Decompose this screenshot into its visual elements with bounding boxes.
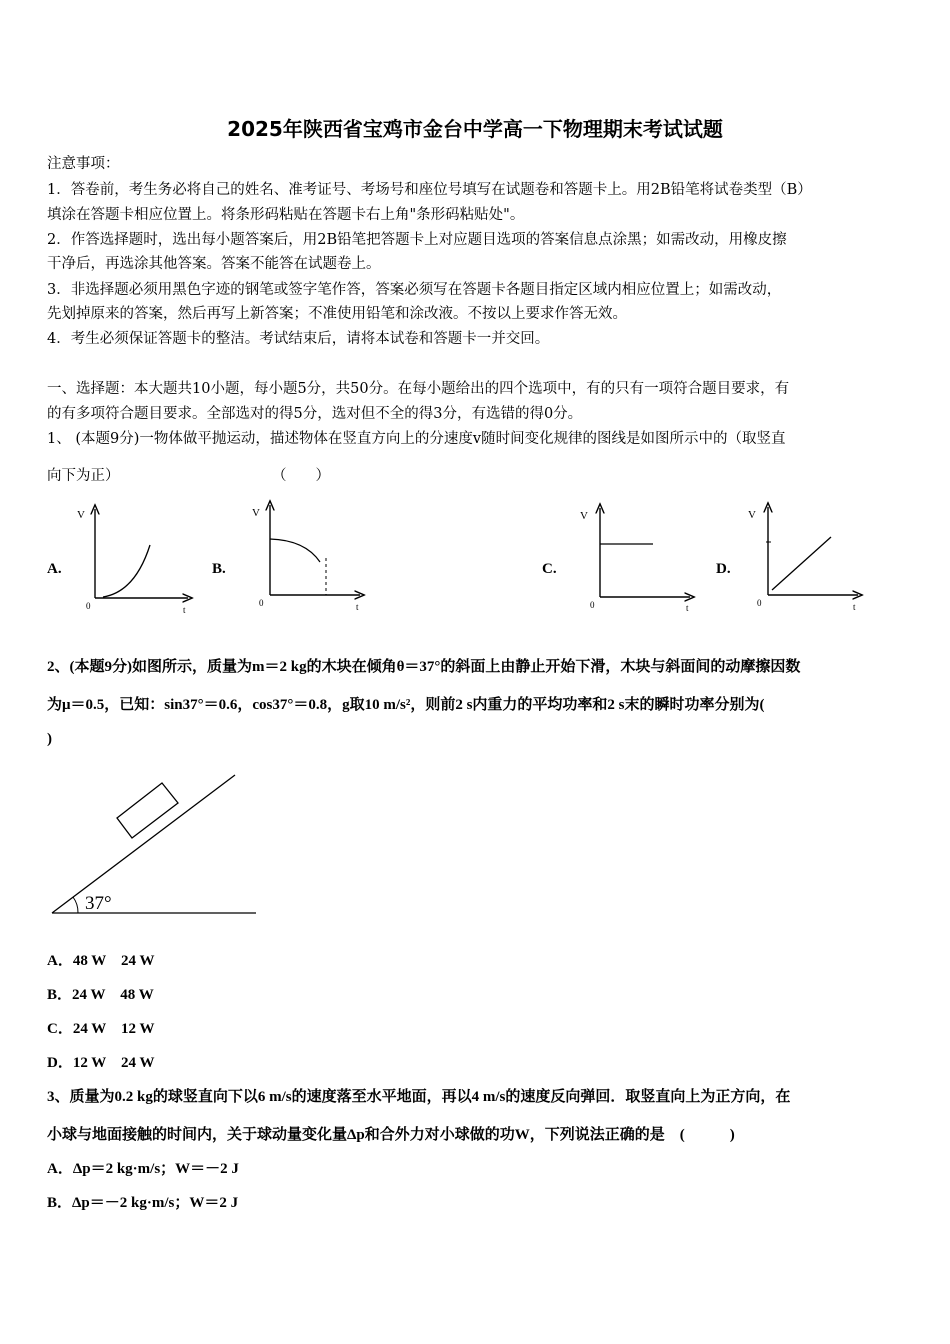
- graph-c-t-label: t: [686, 603, 689, 613]
- graph-d-v-label: V: [748, 509, 756, 521]
- q3-option-b: B．Δp＝－2 kg·m/s；W＝2 J: [47, 1195, 239, 1211]
- section-intro-line: 一、选择题：本大题共10小题，每小题5分，共50分。在每小题给出的四个选项中，有的只有一项符合题目要求，有: [47, 381, 790, 397]
- graph-d-t-label: t: [853, 602, 856, 612]
- graph-a-origin-label: 0: [86, 601, 91, 611]
- graph-b-t-label: t: [356, 602, 359, 612]
- q2-option-d: D．12 W 24 W: [47, 1055, 155, 1071]
- q2-option-c: C．24 W 12 W: [47, 1021, 155, 1037]
- q3-stem-line1: 3、质量为0.2 kg的球竖直向下以6 m/s的速度落至水平地面，再以4 m/s的速度反向弹回．取竖直向上为正方向，在: [47, 1089, 791, 1105]
- graph-a: [77, 509, 188, 615]
- q2-stem-line1: 2、(本题9分)如图所示，质量为m＝2 kg的木块在倾角θ＝37°的斜面上由静止开始下滑，木块与斜面间的动摩擦因数: [47, 659, 801, 675]
- notice-line: 填涂在答题卡相应位置上。将条形码粘贴在答题卡右上角"条形码粘贴处"。: [47, 207, 525, 223]
- graph-a-v-label: V: [77, 509, 85, 521]
- notice-line: 1．答卷前，考生务必将自己的姓名、准考证号、考场号和座位号填写在试题卷和答题卡上。用2B铅笔将试卷类型（B）: [47, 182, 812, 198]
- graph-d-origin-label: 0: [757, 598, 762, 608]
- graph-c-v-label: V: [580, 510, 588, 522]
- notice-line: 3．非选择题必须用黑色字迹的钢笔或签字笔作答，答案必须写在答题卡各题目指定区域内相应位置上；如需改动，: [47, 282, 782, 298]
- q1-stem-line1: 1、 (本题9分)一物体做平抛运动，描述物体在竖直方向上的分速度v随时间变化规律的图线是如图所示中的（取竖直: [47, 431, 786, 447]
- q1-option-b-label: B.: [212, 561, 226, 577]
- q1-option-c-label: C.: [542, 561, 557, 577]
- notice-line: 2．作答选择题时，选出每小题答案后，用2B铅笔把答题卡上对应题目选项的答案信息点涂黑；如需改动，用橡皮擦: [47, 232, 787, 248]
- notice-line: 4．考生必须保证答题卡的整洁。考试结束后，请将本试卷和答题卡一并交回。: [47, 331, 550, 347]
- q2-stem-line3: ): [47, 731, 52, 747]
- q1-answer-paren: （ ）: [272, 468, 330, 484]
- page-title: 2025年陕西省宝鸡市金台中学高一下物理期末考试试题: [227, 117, 723, 141]
- incline-figure: [52, 775, 256, 914]
- graph-a-t-label: t: [183, 605, 186, 615]
- incline-block: [117, 783, 178, 838]
- q3-stem-line2: 小球与地面接触的时间内，关于球动量变化量Δp和合外力对小球做的功W，下列说法正确的是 ( ): [47, 1127, 735, 1143]
- section-intro-line: 的有多项符合题目要求。全部选对的得5分，选对但不全的得3分，有选错的得0分。: [47, 406, 583, 422]
- graph-b: [252, 505, 360, 612]
- q1-option-a-label: A.: [47, 561, 62, 577]
- graph-c: [580, 508, 690, 613]
- graph-b-curve: [270, 539, 320, 562]
- graph-b-origin-label: 0: [259, 598, 264, 608]
- q2-stem-line2: 为μ＝0.5，已知：sin37°＝0.6，cos37°＝0.8，g取10 m/s²，则前2 s内重力的平均功率和2 s末的瞬时功率分别为(: [47, 697, 765, 713]
- incline-slope: [52, 775, 235, 913]
- notice-line: 干净后，再选涂其他答案。答案不能答在试题卷上。: [47, 256, 381, 272]
- graph-c-origin-label: 0: [590, 600, 595, 610]
- q2-option-a: A．48 W 24 W: [47, 953, 155, 969]
- graph-d: [748, 507, 858, 612]
- graph-d-line: [772, 537, 831, 590]
- q1-stem-line2: 向下为正）: [47, 468, 120, 484]
- q1-option-d-label: D.: [716, 561, 731, 577]
- notice-line: 先划掉原来的答案，然后再写上新答案；不准使用铅笔和涂改液。不按以上要求作答无效。: [47, 306, 627, 322]
- graph-b-v-label: V: [252, 507, 260, 519]
- graph-a-curve: [103, 545, 150, 597]
- q3-option-a: A．Δp＝2 kg·m/s；W＝－2 J: [47, 1161, 239, 1177]
- q2-option-b: B．24 W 48 W: [47, 987, 154, 1003]
- incline-angle-label: 37°: [85, 893, 112, 914]
- incline-angle-arc: [73, 897, 78, 913]
- notice-heading: 注意事项：: [47, 156, 120, 172]
